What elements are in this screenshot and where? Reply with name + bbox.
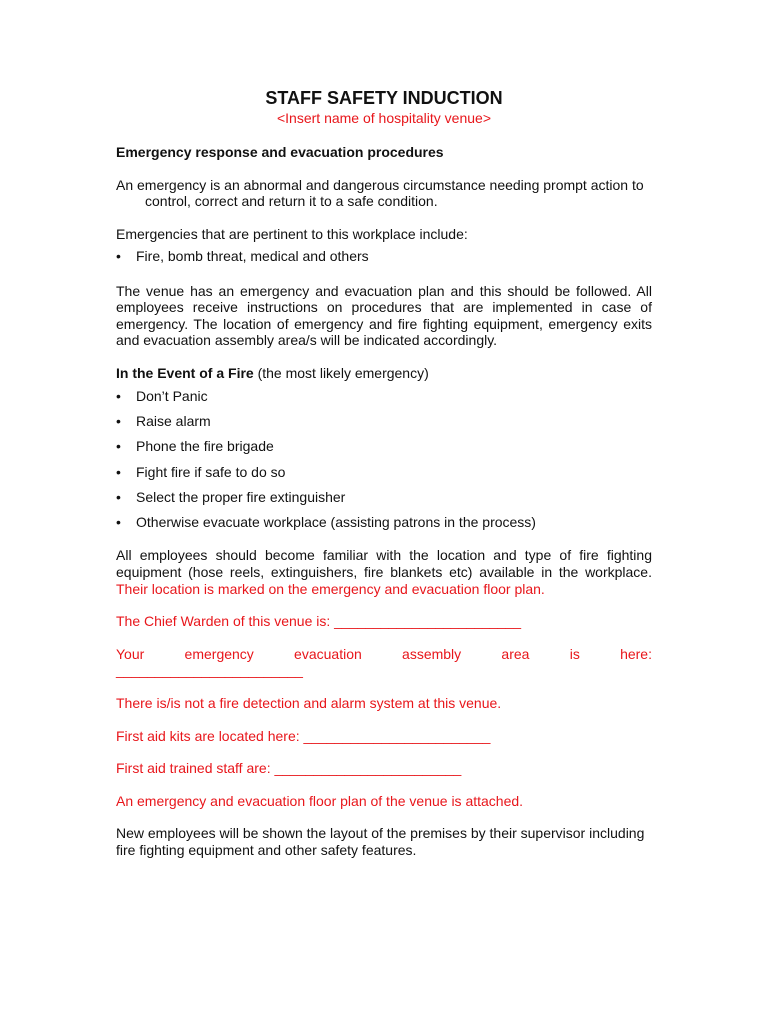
chief-warden-field: The Chief Warden of this venue is: ________________________ — [116, 613, 522, 630]
list-item — [116, 514, 652, 539]
bullet-icon: • — [116, 488, 121, 505]
bullet-icon: • — [116, 438, 121, 455]
section-heading: Emergency response and evacuation procedures — [116, 144, 444, 160]
evacuation-plan-paragraph: The venue has an emergency and evacuation plan and this should be followed. All employees receive instructions on procedures that are implemented in case of emergency. The location of emergency and fire fighting equipment, emergency exits and evacuation assembly area/s will be indicated accordingly. — [116, 282, 652, 349]
first-aid-kits-field: First aid kits are located here: ________________________ — [116, 727, 491, 744]
assembly-area-label: Your emergency evacuation assembly area is here: — [116, 645, 652, 662]
pertinent-emergencies-list — [116, 248, 652, 273]
floor-plan-statement: An emergency and evacuation floor plan of the venue is attached. — [116, 792, 524, 809]
bullet-icon: • — [116, 248, 121, 265]
fire-event-heading-bold: In the Event of a Fire — [116, 365, 254, 382]
list-item — [116, 438, 652, 463]
list-item-text: Fight fire if safe to do so — [136, 463, 286, 480]
list-item — [116, 489, 652, 514]
bullet-icon: • — [116, 514, 121, 531]
venue-name-placeholder: <Insert name of hospitality venue> — [276, 110, 492, 126]
list-item — [116, 388, 652, 413]
bullet-icon: • — [116, 463, 121, 480]
fire-event-heading-note: (the most likely emergency) — [253, 365, 429, 382]
list-item-text: Phone the fire brigade — [136, 438, 274, 455]
assembly-area-blank: ________________________ — [116, 662, 303, 679]
emergency-definition: An emergency is an abnormal and dangerous circumstance needing prompt action to control, correct and return it to a safe condition. — [116, 176, 644, 210]
list-item — [116, 413, 652, 438]
first-aid-staff-field: First aid trained staff are: ________________________ — [116, 760, 462, 777]
list-item — [116, 248, 652, 273]
list-item-text: Don’t Panic — [136, 387, 208, 404]
closing-paragraph: New employees will be shown the layout of the premises by their supervisor including fire fighting equipment and other safety features. — [116, 825, 645, 858]
list-item — [116, 464, 652, 489]
list-item-text: Select the proper fire extinguisher — [136, 488, 346, 505]
fire-equipment-paragraph — [116, 547, 652, 597]
pertinent-emergencies-intro: Emergencies that are pertinent to this workplace include: — [116, 225, 468, 242]
list-item-text: Raise alarm — [136, 412, 211, 429]
list-item-text: Fire, bomb threat, medical and others — [136, 248, 369, 265]
bullet-icon: • — [116, 412, 121, 429]
fire-procedure-list — [116, 388, 652, 540]
document-title: STAFF SAFETY INDUCTION — [265, 88, 503, 108]
bullet-icon: • — [116, 387, 121, 404]
alarm-system-statement: There is/is not a fire detection and alarm system at this venue. — [116, 694, 502, 711]
fire-event-heading — [116, 365, 652, 382]
list-item-text: Otherwise evacuate workplace (assisting patrons in the process) — [136, 514, 536, 531]
floor-plan-location-text: Their location is marked on the emergency and evacuation floor plan. — [116, 580, 545, 597]
fire-equipment-text: All employees should become familiar with the location and type of fire fighting equipment (hose reels, extinguishers, fire blankets etc) available in the workplace. — [116, 547, 652, 581]
